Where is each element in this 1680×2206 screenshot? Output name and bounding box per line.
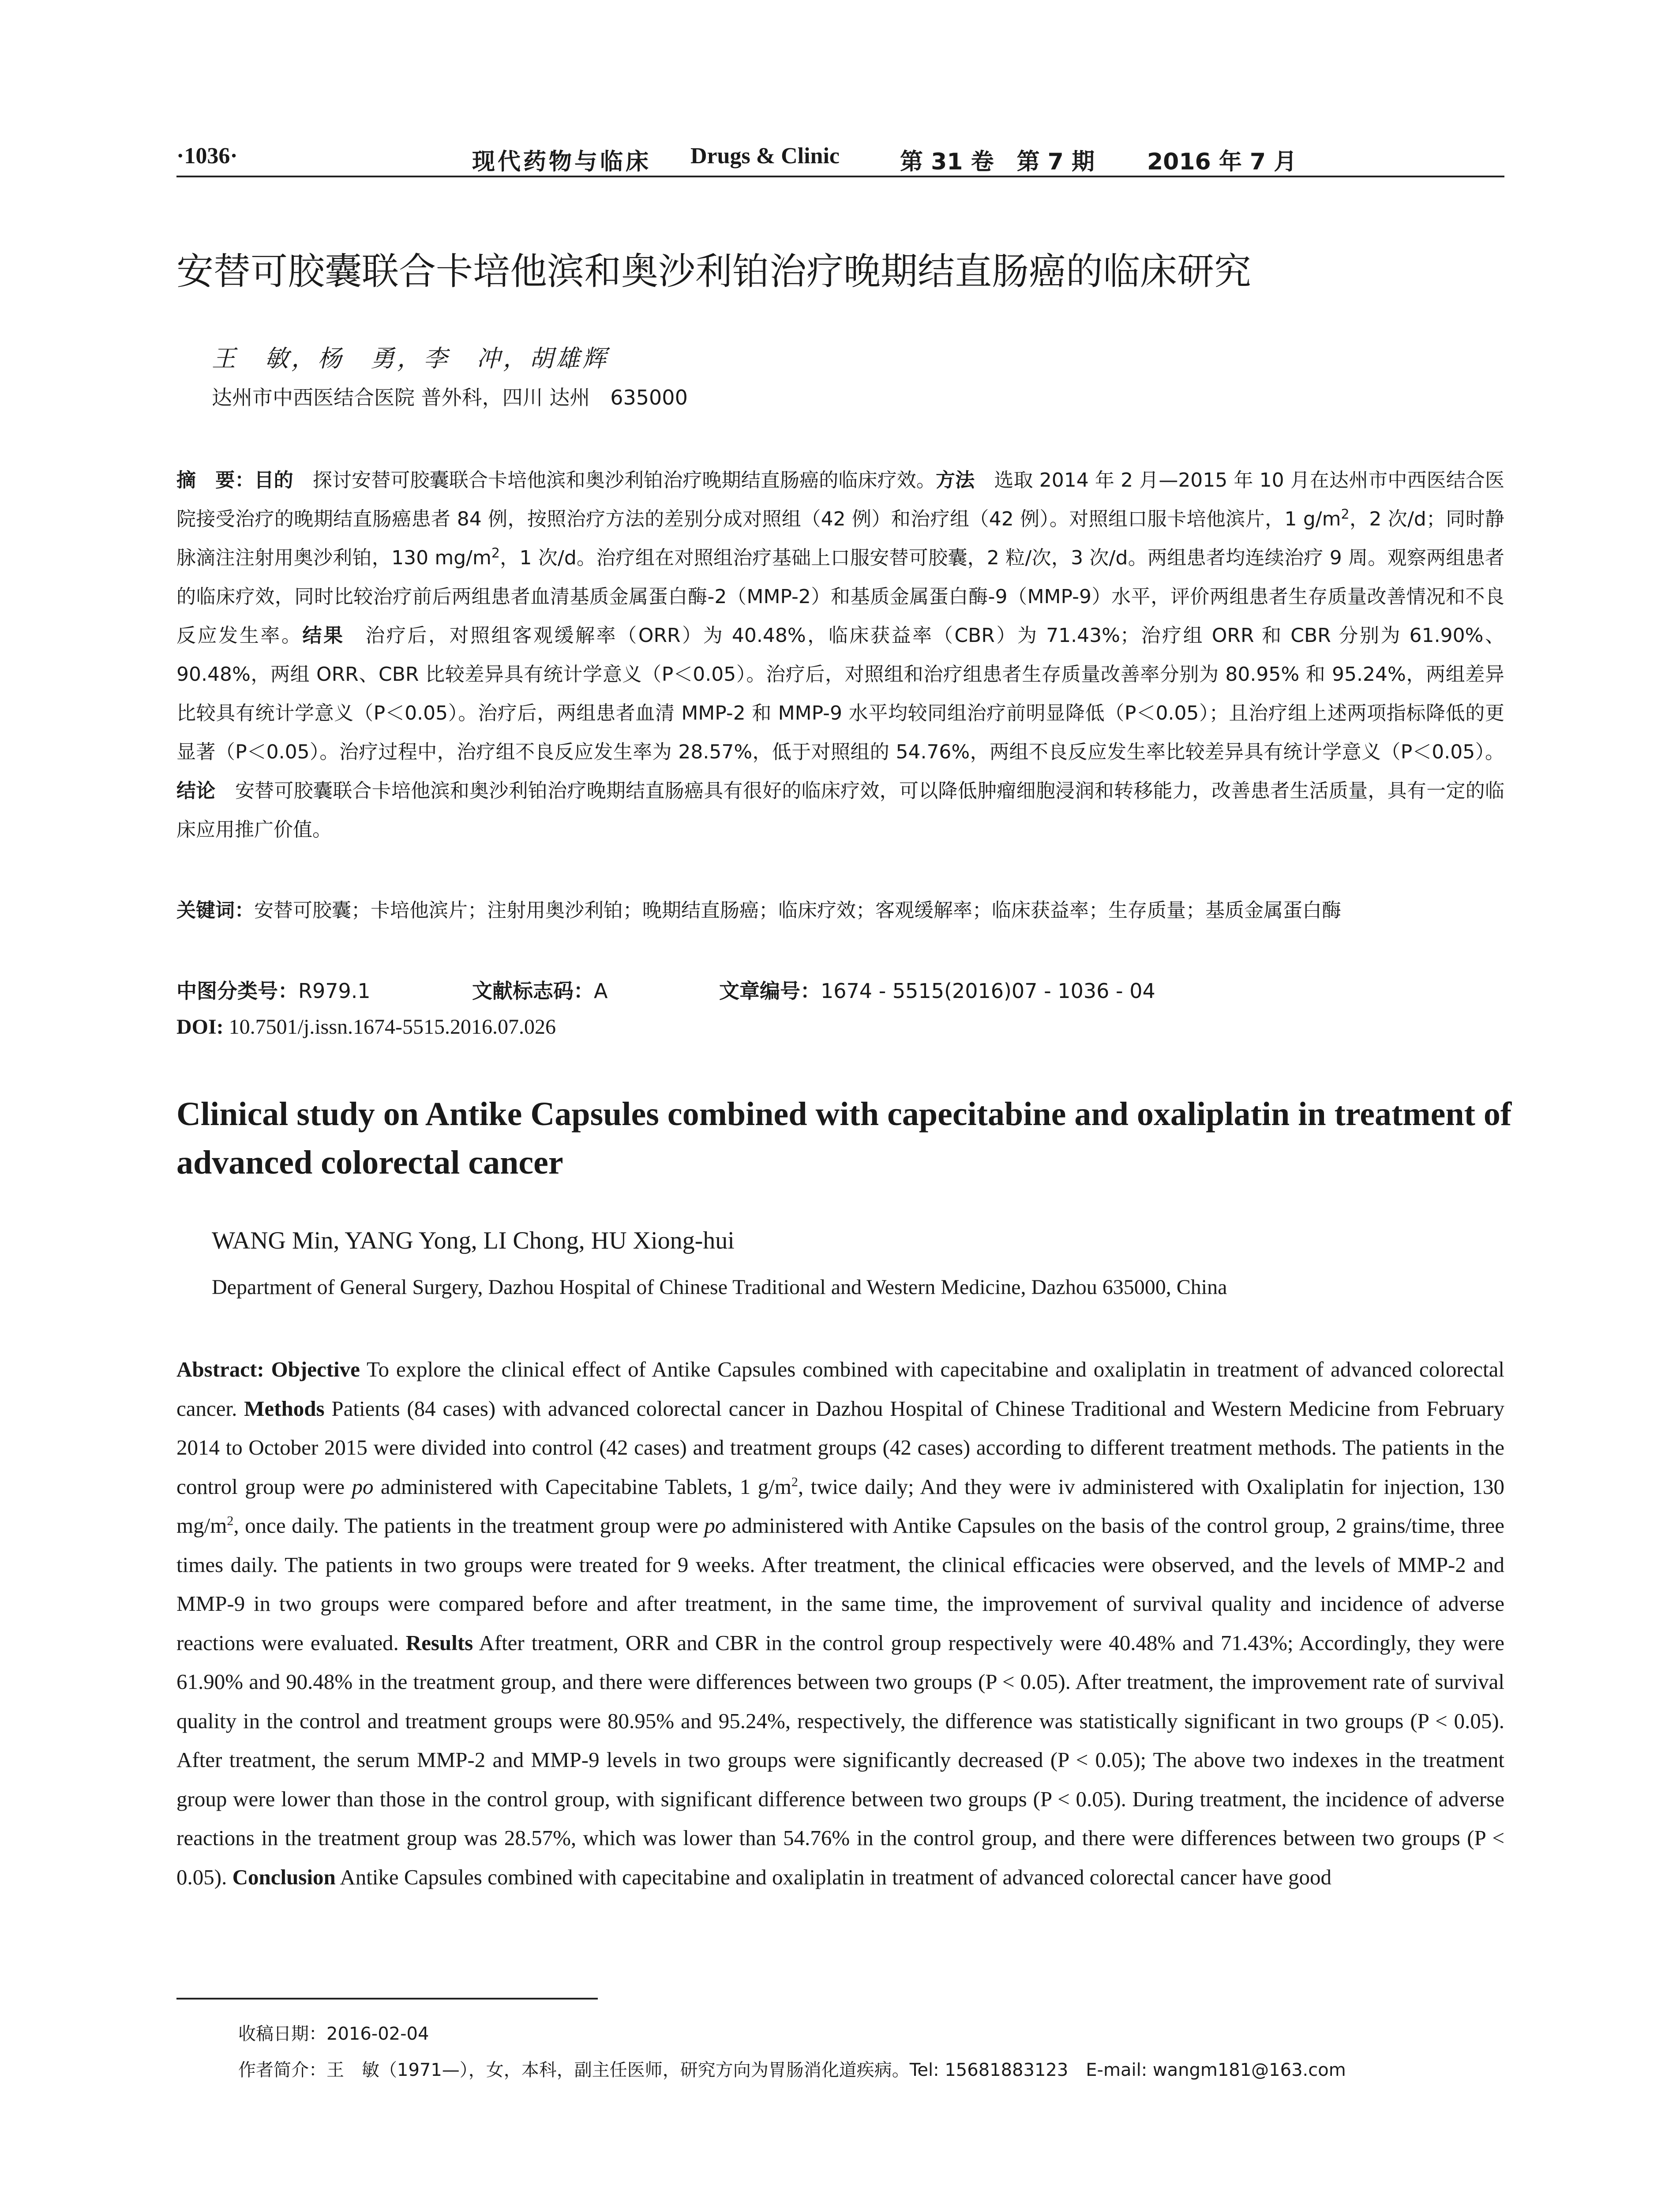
results-text-cn: 治疗后，对照组客观缓解率（ORR）为 40.48%，临床获益率（CBR）为 71.43%；治疗组 ORR 和 CBR 分别为 61.90%、90.48%，两组 ORR、CBR 比较差异具有统计学意义（P＜0.05）。治疗后，对照组和治疗组患者生存质量改善率分别为 80.95% 和 95.24%，两组差异比较具有统计学意义（P＜0.05）。治疗后，两组患者血清 MMP-2 和 MMP-9 水平均较同组治疗前明显降低（P＜0.05）；且治疗组上述两项指标降低的更显著（P＜0.05）。治疗过程中，治疗组不良反应发生率为 28.57%，低于对照组的 54.76%，两组不良反应发生率比较差异具有统计学意义（P＜0.05）。 bbox=[176, 624, 1505, 763]
page-number: ·1036· bbox=[176, 143, 238, 169]
document-code bbox=[472, 975, 608, 1004]
clc-label: 中图分类号： bbox=[176, 979, 298, 1003]
article-title-en: Clinical study on Antike Capsules combined with capecitabine and oxaliplatin in treatment of advanced colorectal cancer bbox=[176, 1095, 1512, 1181]
clc-code bbox=[176, 975, 371, 1004]
results-label-cn: 结果 bbox=[302, 624, 345, 647]
po-italic: po bbox=[352, 1474, 374, 1499]
conclusion-label-en: Conclusion bbox=[232, 1865, 336, 1889]
article-number bbox=[719, 975, 1155, 1004]
keywords-label: 关键词： bbox=[176, 899, 254, 922]
objective-label-cn: 目的 bbox=[254, 469, 293, 491]
received-date: 收稿日期：2016-02-04 bbox=[238, 2024, 429, 2044]
superscript: 2 bbox=[1341, 506, 1350, 522]
volume-issue: 第 31 卷 第 7 期 bbox=[900, 149, 1095, 175]
methods-text-cn: 选取 2014 年 2 月—2015 年 10 月在达州市中西医结合医院接受治疗的晚期结直肠癌患者 84 例，按照治疗方法的差别分成对照组（42 例）和治疗组（42 例）。对照组口服卡培他滨片，1 g/m bbox=[176, 469, 1505, 530]
methods-text-en: administered with Capecitabine Tablets, 1 g/m bbox=[373, 1474, 791, 1499]
objective-text-en: To explore the clinical effect of Antike Capsules combined with capecitabine and oxaliplatin in treatment of advanced colorectal cancer. bbox=[176, 1357, 1505, 1421]
affiliation-cn: 达州市中西医结合医院 普外科，四川 达州 635000 bbox=[212, 386, 688, 409]
affiliation-en: Department of General Surgery, Dazhou Hospital of Chinese Traditional and Western Medicine, Dazhou 635000, China bbox=[212, 1276, 1227, 1299]
footnote-divider bbox=[176, 1998, 598, 2000]
issue-date: 2016 年 7 月 bbox=[1147, 149, 1297, 175]
authors-cn: 王 敏，杨 勇，李 冲，胡雄辉 bbox=[212, 345, 609, 372]
article-no-value: 1674 - 5515(2016)07 - 1036 - 04 bbox=[821, 979, 1155, 1003]
methods-text-en: Patients (84 cases) with advanced colorectal cancer in Dazhou Hospital of Chinese Traditional and Western Medicine from February 2014 to October 2015 were divided into control (42 cases) and treatment groups (42 cases) according to different treatment methods. The patients in the control group were bbox=[176, 1396, 1504, 1499]
keywords-cn bbox=[176, 891, 1504, 930]
journal-name-en: Drugs & Clinic bbox=[690, 143, 840, 169]
conclusion-label-cn: 结论 bbox=[176, 780, 216, 802]
authors-en: WANG Min, YANG Yong, LI Chong, HU Xiong-hui bbox=[212, 1227, 735, 1254]
methods-text-en: , once daily. The patients in the treatment group were bbox=[233, 1513, 705, 1538]
journal-name-cn: 现代药物与临床 bbox=[472, 149, 652, 175]
author-bio: 作者简介：王 敏（1971—），女，本科，副主任医师，研究方向为胃肠消化道疾病。Tel: 15681883123 E-mail: wangm181@163.com bbox=[238, 2060, 1346, 2080]
abstract-label-cn: 摘 要： bbox=[176, 469, 255, 491]
keywords-text: 安替可胶囊；卡培他滨片；注射用奥沙利铂；晚期结直肠癌；临床疗效；客观缓解率；临床获益率；生存质量；基质金属蛋白酶 bbox=[254, 899, 1341, 922]
methods-text-en: , twice daily; And they were iv administered with Oxaliplatin for injection, 130 mg/m bbox=[176, 1474, 1504, 1538]
classification-row bbox=[176, 975, 1504, 1010]
po-italic: po bbox=[704, 1513, 726, 1538]
doccode-label: 文献标志码： bbox=[472, 979, 594, 1003]
doi-label: DOI: bbox=[176, 1015, 224, 1039]
objective-text-cn: 探讨安替可胶囊联合卡培他滨和奥沙利铂治疗晚期结直肠癌的临床疗效。 bbox=[293, 469, 936, 491]
methods-text-en: administered with Antike Capsules on the basis of the control group, 2 grains/time, three times daily. The patients in two groups were treated for 9 weeks. After treatment, the clinical efficacies were observed, and the levels of MMP-2 and MMP-9 in two groups were compared before and after treatment, in the same time, the improvement of survival quality and incidence of adverse reactions were evaluated. bbox=[176, 1513, 1504, 1655]
superscript: 2 bbox=[227, 1513, 234, 1528]
abstract-cn bbox=[176, 461, 1504, 849]
conclusion-text-en: Antike Capsules combined with capecitabine and oxaliplatin in treatment of advanced colorectal cancer have good bbox=[335, 1865, 1331, 1889]
methods-text-cn: ，2 次/d；同时静脉滴注注射用奥沙利铂，130 mg/m bbox=[176, 508, 1504, 569]
article-no-label: 文章编号： bbox=[719, 979, 821, 1003]
clc-value: R979.1 bbox=[298, 979, 371, 1003]
methods-text-cn: ，1 次/d。治疗组在对照组治疗基础上口服安替可胶囊，2 粒/次，3 次/d。两组患者均连续治疗 9 周。观察两组患者的临床疗效，同时比较治疗前后两组患者血清基质金属蛋白酶-2（MMP-2）和基质金属蛋白酶-9（MMP-9）水平，评价两组患者生存质量改善情况和不良反应发生率。 bbox=[176, 547, 1504, 647]
article-title-cn: 安替可胶囊联合卡培他滨和奥沙利铂治疗晚期结直肠癌的临床研究 bbox=[176, 250, 1252, 293]
abstract-en bbox=[176, 1350, 1504, 1897]
methods-label-en: Methods bbox=[244, 1396, 325, 1421]
running-header bbox=[176, 140, 1504, 177]
results-text-en: After treatment, ORR and CBR in the control group respectively were 40.48% and 71.43%; Accordingly, they were 61.90% and 90.48% in the treatment group, and there were differences between two groups (P < 0.05). After treatment, the improvement rate of survival quality in the control and treatment groups were 80.95% and 95.24%, respectively, the difference was statistically significant in two groups (P < 0.05). After treatment, the serum MMP-2 and MMP-9 levels in two groups were significantly decreased (P < 0.05); The above two indexes in the treatment group were lower than those in the control group, with significant difference between two groups (P < 0.05). During treatment, the incidence of adverse reactions in the treatment group was 28.57%, which was lower than 54.76% in the control group, and there were differences between two groups (P < 0.05). bbox=[176, 1630, 1504, 1889]
superscript: 2 bbox=[791, 1474, 798, 1489]
conclusion-text-cn: 安替可胶囊联合卡培他滨和奥沙利铂治疗晚期结直肠癌具有很好的临床疗效，可以降低肿瘤细胞浸润和转移能力，改善患者生活质量，具有一定的临床应用推广价值。 bbox=[176, 780, 1505, 841]
superscript: 2 bbox=[491, 545, 500, 561]
doi-line bbox=[176, 1015, 556, 1039]
methods-label-cn: 方法 bbox=[935, 469, 975, 491]
doi-value: 10.7501/j.issn.1674-5515.2016.07.026 bbox=[223, 1015, 556, 1039]
doccode-value: A bbox=[594, 979, 608, 1003]
results-label-en: Results bbox=[405, 1630, 473, 1655]
abstract-objective-label-en: Abstract: Objective bbox=[176, 1357, 360, 1381]
